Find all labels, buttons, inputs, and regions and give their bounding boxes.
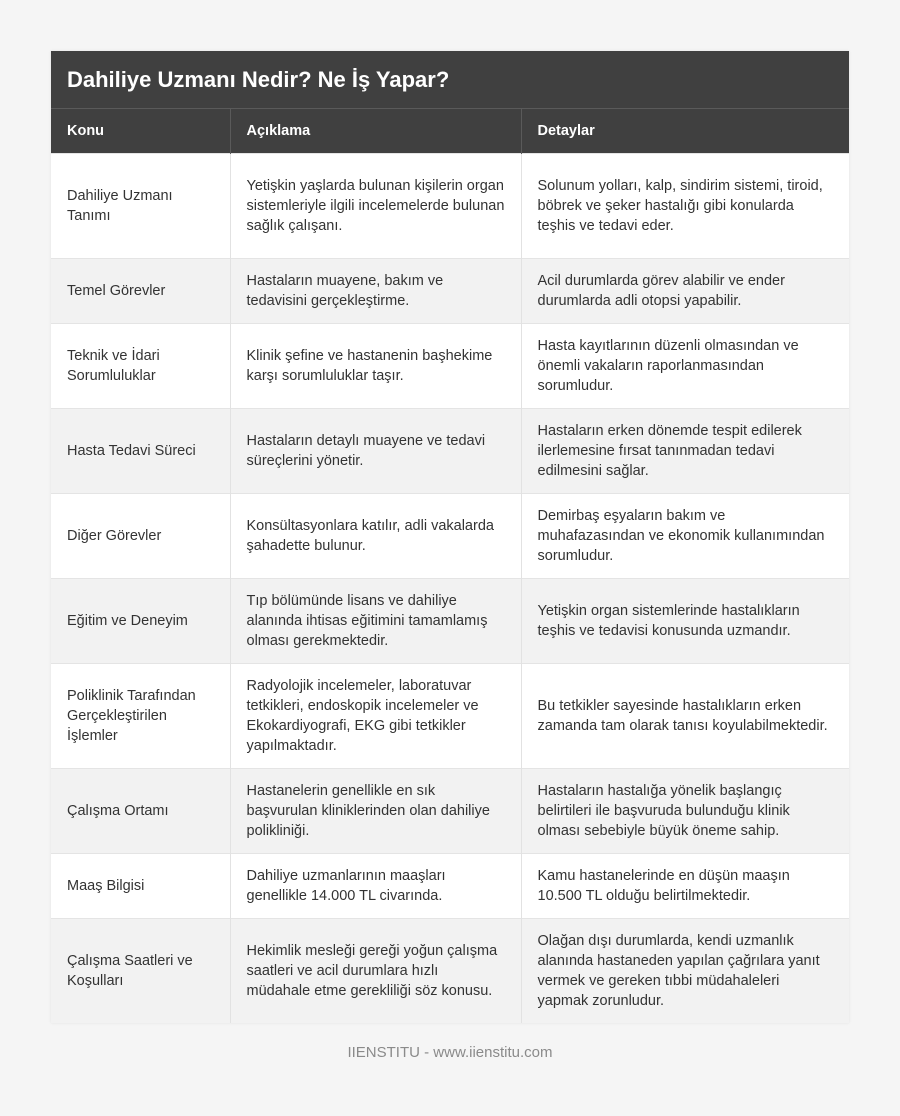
- cell-detaylar: Yetişkin organ sistemlerinde hastalıkların teşhis ve tedavisi konusunda uzmandır.: [521, 578, 849, 663]
- table-row: [51, 578, 849, 663]
- info-table: [51, 109, 849, 1023]
- cell-aciklama: Hastaların detaylı muayene ve tedavi süreçlerini yönetir.: [230, 408, 521, 493]
- header-row: [51, 109, 849, 153]
- cell-detaylar: Hasta kayıtlarının düzenli olmasından ve önemli vakaların raporlanmasından sorumludur.: [521, 323, 849, 408]
- header-aciklama: Açıklama: [230, 109, 521, 153]
- cell-konu: Poliklinik Tarafından Gerçekleştirilen İşlemler: [51, 663, 230, 768]
- footer-credit: IIENSTITU - www.iienstitu.com: [347, 1044, 553, 1061]
- cell-aciklama: Tıp bölümünde lisans ve dahiliye alanında ihtisas eğitimini tamamlamış olması gerekmektedir.: [230, 578, 521, 663]
- cell-konu: Dahiliye Uzmanı Tanımı: [51, 153, 230, 258]
- cell-konu: Temel Görevler: [51, 258, 230, 323]
- cell-aciklama: Konsültasyonlara katılır, adli vakalarda şahadette bulunur.: [230, 493, 521, 578]
- table-row: [51, 853, 849, 918]
- table-card: [51, 51, 849, 1023]
- cell-detaylar: Olağan dışı durumlarda, kendi uzmanlık alanında hastaneden yapılan çağrılara yanıt vermek ve gereken tıbbi müdahaleleri yapmak zorunludur.: [521, 918, 849, 1023]
- table-row: [51, 493, 849, 578]
- cell-detaylar: Bu tetkikler sayesinde hastalıkların erken zamanda tam olarak tanısı koyulabilmektedir.: [521, 663, 849, 768]
- cell-detaylar: Hastaların hastalığa yönelik başlangıç belirtileri ile başvuruda bulunduğu klinik olması sebebiyle büyük öneme sahip.: [521, 768, 849, 853]
- cell-detaylar: Hastaların erken dönemde tespit edilerek ilerlemesine fırsat tanınmadan tedavi edilmesini sağlar.: [521, 408, 849, 493]
- cell-aciklama: Klinik şefine ve hastanenin başhekime karşı sorumluluklar taşır.: [230, 323, 521, 408]
- table-row: [51, 408, 849, 493]
- table-row: [51, 323, 849, 408]
- cell-aciklama: Hastanelerin genellikle en sık başvurulan kliniklerinden olan dahiliye polikliniği.: [230, 768, 521, 853]
- cell-detaylar: Acil durumlarda görev alabilir ve ender durumlarda adli otopsi yapabilir.: [521, 258, 849, 323]
- cell-aciklama: Yetişkin yaşlarda bulunan kişilerin organ sistemleriyle ilgili incelemelerde bulunan sağlık çalışanı.: [230, 153, 521, 258]
- cell-konu: Çalışma Saatleri ve Koşulları: [51, 918, 230, 1023]
- cell-konu: Teknik ve İdari Sorumluluklar: [51, 323, 230, 408]
- header-detaylar: Detaylar: [521, 109, 849, 153]
- table-row: [51, 918, 849, 1023]
- table-row: [51, 663, 849, 768]
- cell-aciklama: Hastaların muayene, bakım ve tedavisini gerçekleştirme.: [230, 258, 521, 323]
- cell-aciklama: Radyolojik incelemeler, laboratuvar tetkikleri, endoskopik incelemeler ve Ekokardiyografi, EKG gibi tetkikler yapılmaktadır.: [230, 663, 521, 768]
- cell-detaylar: Demirbaş eşyaların bakım ve muhafazasından ve ekonomik kullanımından sorumludur.: [521, 493, 849, 578]
- table-row: [51, 768, 849, 853]
- cell-detaylar: Kamu hastanelerinde en düşün maaşın 10.500 TL olduğu belirtilmektedir.: [521, 853, 849, 918]
- table-row: [51, 258, 849, 323]
- cell-konu: Maaş Bilgisi: [51, 853, 230, 918]
- cell-aciklama: Hekimlik mesleği gereği yoğun çalışma saatleri ve acil durumlara hızlı müdahale etme gerekliliği söz konusu.: [230, 918, 521, 1023]
- cell-konu: Çalışma Ortamı: [51, 768, 230, 853]
- table-title: Dahiliye Uzmanı Nedir? Ne İş Yapar?: [51, 51, 849, 109]
- cell-detaylar: Solunum yolları, kalp, sindirim sistemi, tiroid, böbrek ve şeker hastalığı gibi konularda teşhis ve tedavi eder.: [521, 153, 849, 258]
- cell-konu: Hasta Tedavi Süreci: [51, 408, 230, 493]
- header-konu: Konu: [51, 109, 230, 153]
- cell-aciklama: Dahiliye uzmanlarının maaşları genellikle 14.000 TL civarında.: [230, 853, 521, 918]
- cell-konu: Eğitim ve Deneyim: [51, 578, 230, 663]
- cell-konu: Diğer Görevler: [51, 493, 230, 578]
- table-row: [51, 153, 849, 258]
